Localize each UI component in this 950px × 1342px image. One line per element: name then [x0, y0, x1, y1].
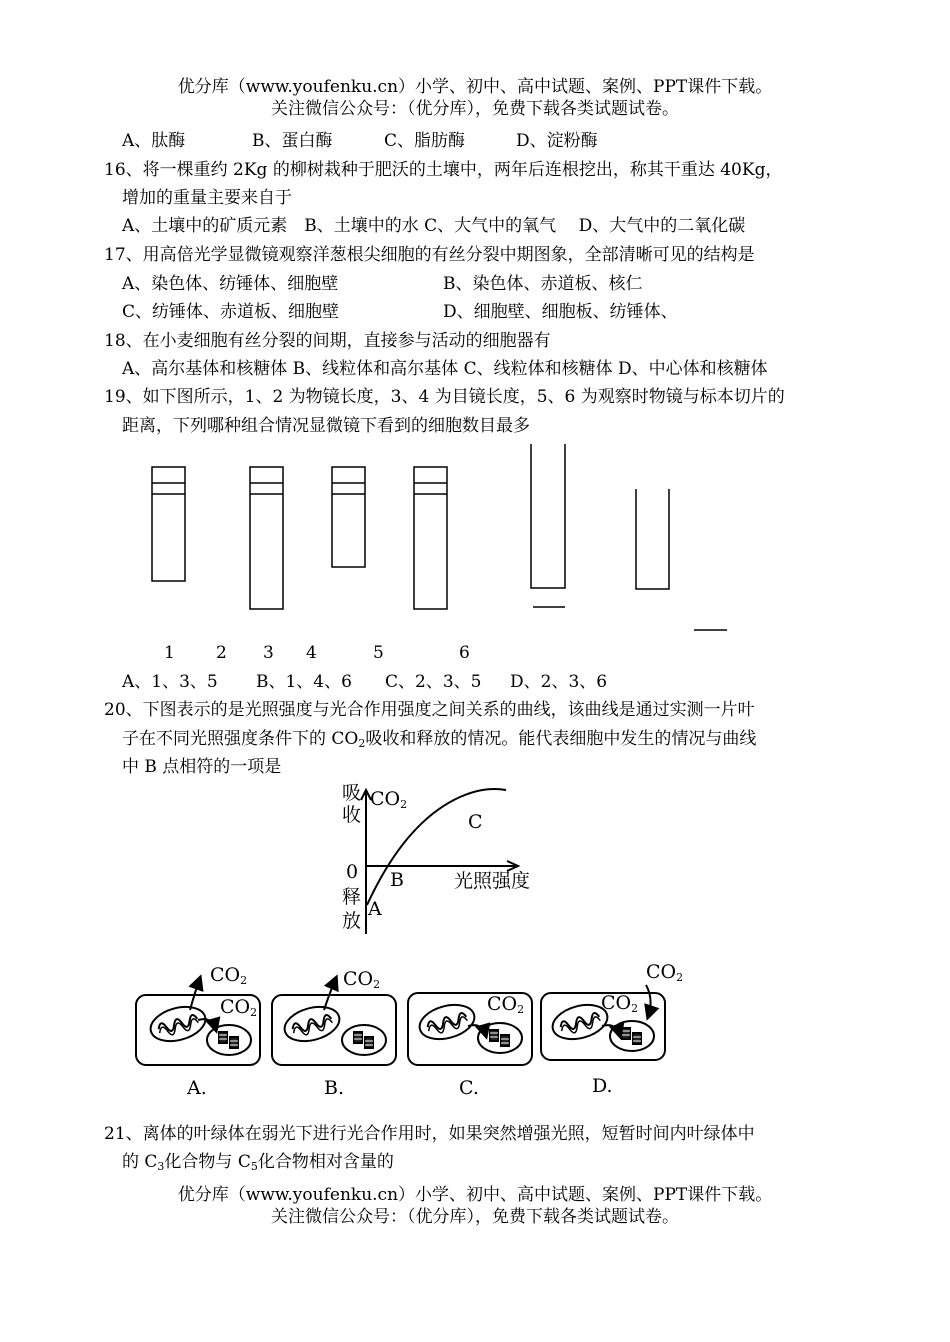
q20-stem-line-1: 20、下图表示的是光照强度与光合作用强度之间关系的曲线，该曲线是通过实测一片叶 — [104, 700, 755, 720]
lens-label-4: 4 — [306, 643, 317, 663]
y-label-absorb-1: 吸 — [342, 782, 362, 804]
q15-option-c: C、脂肪酶 — [384, 131, 466, 151]
cell-d-co2-out: $CO_2$ — [646, 961, 684, 984]
lens-label-3: 3 — [263, 643, 274, 663]
q20-stem-line-2: 子在不同光照强度条件下的 $CO_2$吸收和释放的情况。能代表细胞中发生的情况与曲线 — [122, 729, 757, 750]
lens-label-2: 2 — [216, 643, 227, 663]
cell-label-a: A. — [187, 1077, 207, 1099]
cell-d-co2-in: $CO_2$ — [601, 992, 639, 1015]
q19-option-a: A、1、3、5 — [122, 672, 218, 692]
cell-b-co2-out: $CO_2$ — [343, 968, 381, 991]
point-a-label: A — [368, 898, 382, 920]
q17-stem: 17、用高倍光学显微镜观察洋葱根尖细胞的有丝分裂中期图象，全部清晰可见的结构是 — [104, 245, 755, 265]
q20-stem-line-3: 中 B 点相符的一项是 — [122, 757, 282, 777]
header-line-1: 优分库（www.youfenku.cn）小学、初中、高中试题、案例、PPT课件下载。 — [177, 77, 773, 97]
q19-option-d: D、2、3、6 — [510, 672, 608, 692]
origin-zero: 0 — [346, 861, 359, 883]
q15-option-a: A、肽酶 — [122, 131, 186, 151]
cell-label-c: C. — [459, 1077, 479, 1099]
y-label-co2: $CO_2$ — [370, 788, 408, 811]
point-b-label: B — [390, 869, 404, 891]
lens-label-1: 1 — [164, 643, 175, 663]
q17-option-d: D、细胞壁、细胞板、纺锤体、 — [443, 302, 678, 322]
q16-stem-line-2: 增加的重量主要来自于 — [122, 188, 292, 208]
header-line-2: 关注微信公众号：（优分库），免费下载各类试题试卷。 — [271, 99, 679, 119]
q15-option-d: D、淀粉酶 — [516, 131, 598, 151]
cell-label-d: D. — [592, 1075, 613, 1097]
q16-stem-line-1: 16、将一棵重约 2Kg 的柳树栽种于肥沃的土壤中，两年后连根挖出，称其干重达 40Kg， — [104, 160, 783, 180]
cell-a-co2-in: $CO_2$ — [220, 996, 258, 1019]
footer-line-1: 优分库（www.youfenku.cn）小学、初中、高中试题、案例、PPT课件下载。 — [177, 1185, 773, 1205]
x-label-light-intensity: 光照强度 — [454, 870, 531, 892]
q19-option-c: C、2、3、5 — [385, 672, 482, 692]
cell-a-co2-out: $CO_2$ — [210, 964, 248, 987]
q17-option-c: C、纺锤体、赤道板、细胞壁 — [122, 302, 340, 322]
y-label-release-1: 释 — [342, 886, 362, 908]
footer-line-2: 关注微信公众号：（优分库），免费下载各类试题试卷。 — [271, 1207, 679, 1227]
cell-label-b: B. — [324, 1077, 345, 1099]
q21-stem-line-2: 的 $C_3$化合物与 $C_5$化合物相对含量的 — [122, 1152, 394, 1173]
q19-stem-line-2: 距离，下列哪种组合情况显微镜下看到的细胞数目最多 — [122, 416, 530, 436]
y-label-release-2: 放 — [342, 910, 362, 932]
q16-options: A、土壤中的矿质元素 B、土壤中的水 C、大气中的氧气 D、大气中的二氧化碳 — [122, 216, 746, 236]
q19-option-b: B、1、4、6 — [256, 672, 352, 692]
lens-label-5: 5 — [373, 643, 384, 663]
q17-option-a: A、染色体、纺锤体、细胞壁 — [122, 274, 339, 294]
q17-option-b: B、染色体、赤道板、核仁 — [443, 274, 643, 294]
point-c-label: C — [468, 811, 483, 833]
q19-stem-line-1: 19、如下图所示，1、2 为物镜长度，3、4 为目镜长度，5、6 为观察时物镜与标本切片的 — [104, 387, 785, 407]
lens-label-6: 6 — [459, 643, 470, 663]
cell-c-co2-in: $CO_2$ — [487, 993, 525, 1016]
q18-options: A、高尔基体和核糖体 B、线粒体和高尔基体 C、线粒体和核糖体 D、中心体和核糖体 — [122, 359, 768, 379]
q15-option-b: B、蛋白酶 — [252, 131, 333, 151]
q18-stem: 18、在小麦细胞有丝分裂的间期，直接参与活动的细胞器有 — [104, 331, 551, 351]
y-label-absorb-2: 收 — [342, 804, 362, 826]
q21-stem-line-1: 21、离体的叶绿体在弱光下进行光合作用时，如果突然增强光照，短暂时间内叶绿体中 — [104, 1124, 755, 1144]
